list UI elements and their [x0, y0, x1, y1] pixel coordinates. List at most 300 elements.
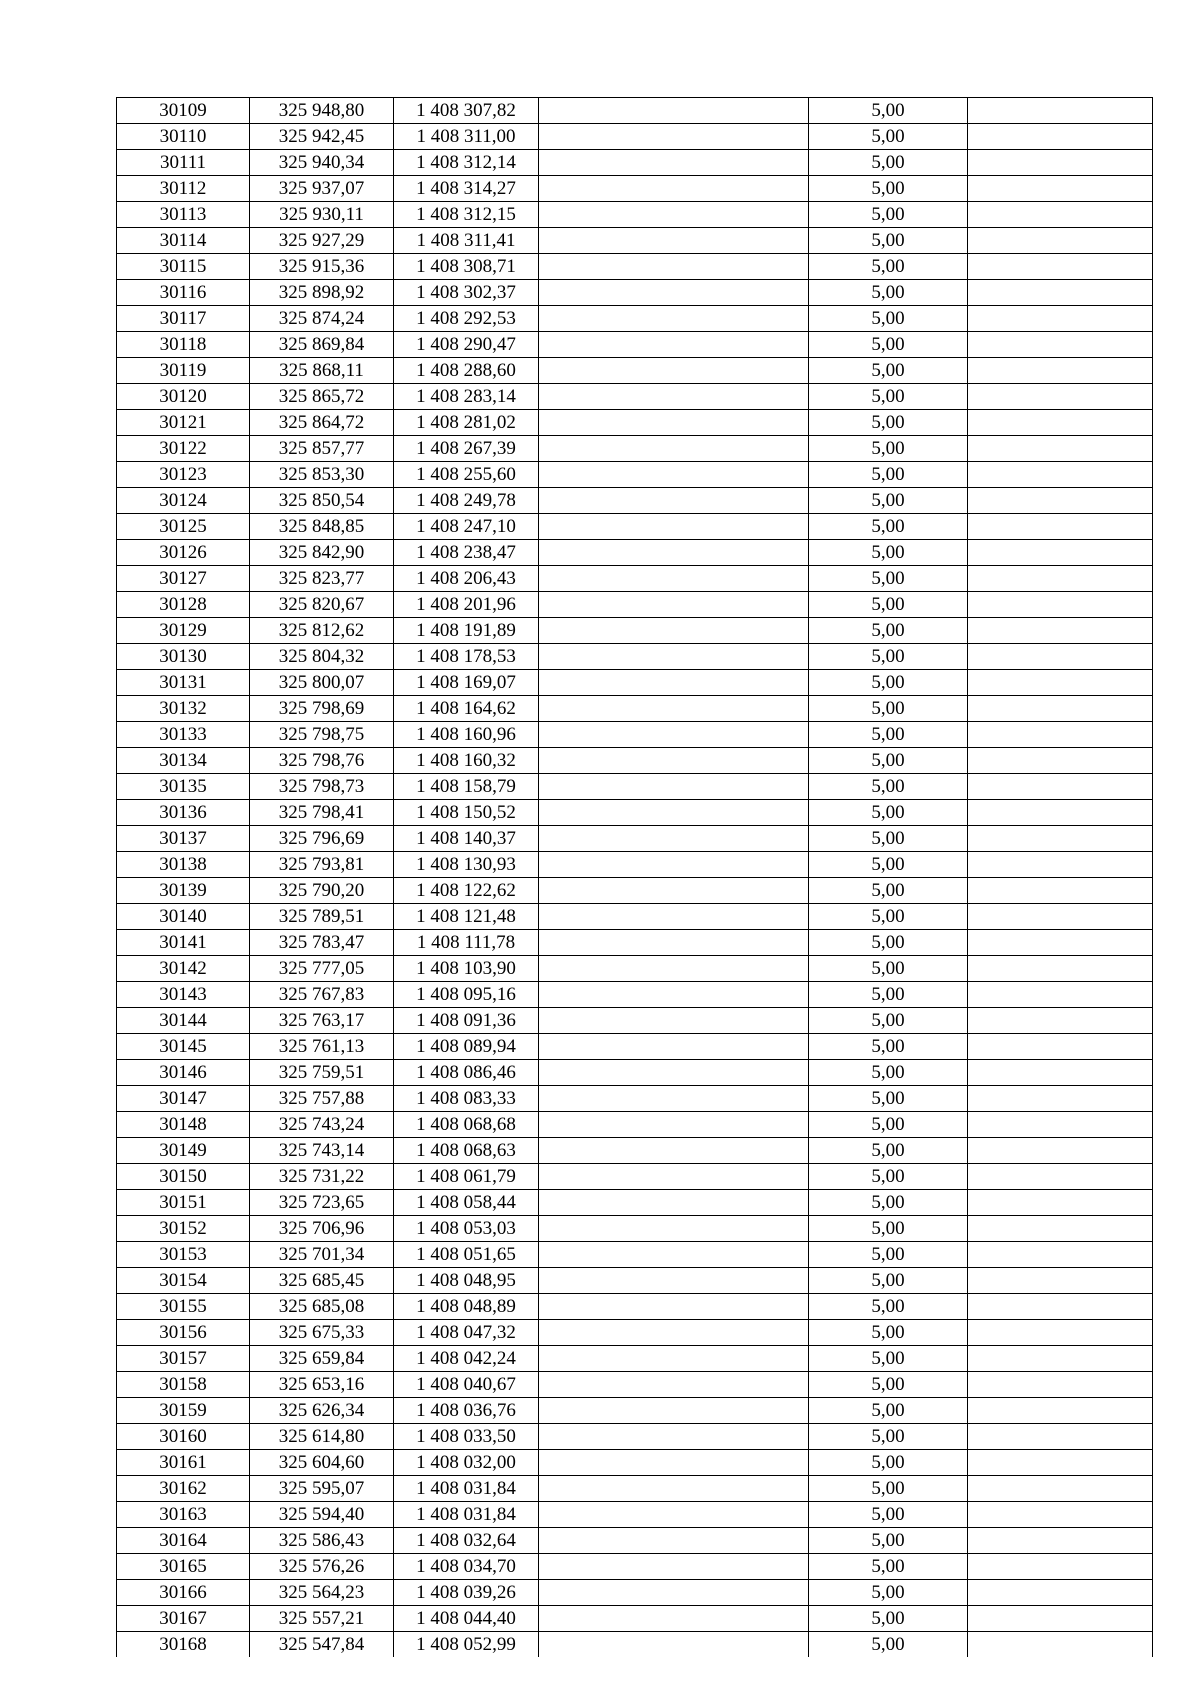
- description-cell: [539, 878, 809, 904]
- y-coordinate-cell: 1 408 311,41: [394, 228, 539, 254]
- point-number-cell: 30128: [117, 592, 250, 618]
- table-row: [117, 98, 1153, 124]
- x-coordinate-cell: 325 823,77: [250, 566, 394, 592]
- table-row: [117, 1476, 1153, 1502]
- description-cell: [539, 306, 809, 332]
- point-number-cell: 30165: [117, 1554, 250, 1580]
- y-coordinate-cell: 1 408 130,93: [394, 852, 539, 878]
- description-cell: [539, 1424, 809, 1450]
- accuracy-cell: 5,00: [809, 1632, 968, 1658]
- table-row: [117, 202, 1153, 228]
- note-cell: [968, 826, 1153, 852]
- point-number-cell: 30137: [117, 826, 250, 852]
- description-cell: [539, 1502, 809, 1528]
- note-cell: [968, 670, 1153, 696]
- accuracy-cell: 5,00: [809, 540, 968, 566]
- accuracy-cell: 5,00: [809, 176, 968, 202]
- table-row: [117, 1632, 1153, 1658]
- note-cell: [968, 98, 1153, 124]
- point-number-cell: 30150: [117, 1164, 250, 1190]
- table-row: [117, 1138, 1153, 1164]
- y-coordinate-cell: 1 408 048,89: [394, 1294, 539, 1320]
- description-cell: [539, 696, 809, 722]
- y-coordinate-cell: 1 408 036,76: [394, 1398, 539, 1424]
- y-coordinate-cell: 1 408 048,95: [394, 1268, 539, 1294]
- description-cell: [539, 1398, 809, 1424]
- note-cell: [968, 1034, 1153, 1060]
- table-row: [117, 566, 1153, 592]
- note-cell: [968, 1398, 1153, 1424]
- description-cell: [539, 1086, 809, 1112]
- description-cell: [539, 1346, 809, 1372]
- y-coordinate-cell: 1 408 122,62: [394, 878, 539, 904]
- table-row: [117, 1112, 1153, 1138]
- x-coordinate-cell: 325 777,05: [250, 956, 394, 982]
- note-cell: [968, 930, 1153, 956]
- y-coordinate-cell: 1 408 302,37: [394, 280, 539, 306]
- point-number-cell: 30131: [117, 670, 250, 696]
- description-cell: [539, 540, 809, 566]
- note-cell: [968, 1008, 1153, 1034]
- description-cell: [539, 1164, 809, 1190]
- description-cell: [539, 982, 809, 1008]
- x-coordinate-cell: 325 798,76: [250, 748, 394, 774]
- note-cell: [968, 566, 1153, 592]
- accuracy-cell: 5,00: [809, 1424, 968, 1450]
- accuracy-cell: 5,00: [809, 618, 968, 644]
- description-cell: [539, 254, 809, 280]
- note-cell: [968, 1242, 1153, 1268]
- note-cell: [968, 202, 1153, 228]
- description-cell: [539, 1216, 809, 1242]
- y-coordinate-cell: 1 408 083,33: [394, 1086, 539, 1112]
- accuracy-cell: 5,00: [809, 566, 968, 592]
- x-coordinate-cell: 325 842,90: [250, 540, 394, 566]
- x-coordinate-cell: 325 915,36: [250, 254, 394, 280]
- x-coordinate-cell: 325 930,11: [250, 202, 394, 228]
- table-row: [117, 1086, 1153, 1112]
- description-cell: [539, 1294, 809, 1320]
- table-row: [117, 1606, 1153, 1632]
- x-coordinate-cell: 325 547,84: [250, 1632, 394, 1658]
- point-number-cell: 30152: [117, 1216, 250, 1242]
- y-coordinate-cell: 1 408 068,68: [394, 1112, 539, 1138]
- accuracy-cell: 5,00: [809, 722, 968, 748]
- x-coordinate-cell: 325 948,80: [250, 98, 394, 124]
- description-cell: [539, 1320, 809, 1346]
- description-cell: [539, 826, 809, 852]
- x-coordinate-cell: 325 701,34: [250, 1242, 394, 1268]
- y-coordinate-cell: 1 408 047,32: [394, 1320, 539, 1346]
- point-number-cell: 30129: [117, 618, 250, 644]
- note-cell: [968, 722, 1153, 748]
- table-row: [117, 644, 1153, 670]
- description-cell: [539, 1060, 809, 1086]
- point-number-cell: 30127: [117, 566, 250, 592]
- y-coordinate-cell: 1 408 039,26: [394, 1580, 539, 1606]
- table-row: [117, 618, 1153, 644]
- point-number-cell: 30158: [117, 1372, 250, 1398]
- point-number-cell: 30118: [117, 332, 250, 358]
- accuracy-cell: 5,00: [809, 982, 968, 1008]
- table-row: [117, 280, 1153, 306]
- note-cell: [968, 800, 1153, 826]
- coordinates-table-body: [117, 98, 1153, 1658]
- x-coordinate-cell: 325 898,92: [250, 280, 394, 306]
- table-row: [117, 696, 1153, 722]
- description-cell: [539, 1528, 809, 1554]
- x-coordinate-cell: 325 796,69: [250, 826, 394, 852]
- table-row: [117, 748, 1153, 774]
- point-number-cell: 30120: [117, 384, 250, 410]
- y-coordinate-cell: 1 408 238,47: [394, 540, 539, 566]
- description-cell: [539, 176, 809, 202]
- point-number-cell: 30154: [117, 1268, 250, 1294]
- table-row: [117, 410, 1153, 436]
- x-coordinate-cell: 325 783,47: [250, 930, 394, 956]
- accuracy-cell: 5,00: [809, 1190, 968, 1216]
- x-coordinate-cell: 325 798,75: [250, 722, 394, 748]
- y-coordinate-cell: 1 408 121,48: [394, 904, 539, 930]
- table-row: [117, 306, 1153, 332]
- accuracy-cell: 5,00: [809, 306, 968, 332]
- accuracy-cell: 5,00: [809, 1528, 968, 1554]
- description-cell: [539, 670, 809, 696]
- accuracy-cell: 5,00: [809, 1554, 968, 1580]
- point-number-cell: 30151: [117, 1190, 250, 1216]
- point-number-cell: 30114: [117, 228, 250, 254]
- x-coordinate-cell: 325 576,26: [250, 1554, 394, 1580]
- note-cell: [968, 514, 1153, 540]
- description-cell: [539, 1242, 809, 1268]
- description-cell: [539, 280, 809, 306]
- description-cell: [539, 124, 809, 150]
- y-coordinate-cell: 1 408 032,64: [394, 1528, 539, 1554]
- point-number-cell: 30153: [117, 1242, 250, 1268]
- x-coordinate-cell: 325 820,67: [250, 592, 394, 618]
- x-coordinate-cell: 325 767,83: [250, 982, 394, 1008]
- description-cell: [539, 592, 809, 618]
- description-cell: [539, 1450, 809, 1476]
- description-cell: [539, 1632, 809, 1658]
- note-cell: [968, 1164, 1153, 1190]
- note-cell: [968, 436, 1153, 462]
- y-coordinate-cell: 1 408 249,78: [394, 488, 539, 514]
- description-cell: [539, 1476, 809, 1502]
- point-number-cell: 30159: [117, 1398, 250, 1424]
- point-number-cell: 30132: [117, 696, 250, 722]
- description-cell: [539, 150, 809, 176]
- note-cell: [968, 1632, 1153, 1658]
- note-cell: [968, 332, 1153, 358]
- table-row: [117, 358, 1153, 384]
- x-coordinate-cell: 325 798,73: [250, 774, 394, 800]
- x-coordinate-cell: 325 675,33: [250, 1320, 394, 1346]
- accuracy-cell: 5,00: [809, 150, 968, 176]
- note-cell: [968, 540, 1153, 566]
- description-cell: [539, 1138, 809, 1164]
- point-number-cell: 30116: [117, 280, 250, 306]
- y-coordinate-cell: 1 408 052,99: [394, 1632, 539, 1658]
- y-coordinate-cell: 1 408 033,50: [394, 1424, 539, 1450]
- y-coordinate-cell: 1 408 158,79: [394, 774, 539, 800]
- note-cell: [968, 1528, 1153, 1554]
- y-coordinate-cell: 1 408 031,84: [394, 1502, 539, 1528]
- point-number-cell: 30138: [117, 852, 250, 878]
- y-coordinate-cell: 1 408 178,53: [394, 644, 539, 670]
- accuracy-cell: 5,00: [809, 852, 968, 878]
- note-cell: [968, 1502, 1153, 1528]
- description-cell: [539, 904, 809, 930]
- note-cell: [968, 852, 1153, 878]
- table-row: [117, 488, 1153, 514]
- note-cell: [968, 1320, 1153, 1346]
- description-cell: [539, 436, 809, 462]
- point-number-cell: 30124: [117, 488, 250, 514]
- description-cell: [539, 1554, 809, 1580]
- accuracy-cell: 5,00: [809, 514, 968, 540]
- description-cell: [539, 748, 809, 774]
- point-number-cell: 30162: [117, 1476, 250, 1502]
- accuracy-cell: 5,00: [809, 1450, 968, 1476]
- description-cell: [539, 332, 809, 358]
- x-coordinate-cell: 325 804,32: [250, 644, 394, 670]
- point-number-cell: 30156: [117, 1320, 250, 1346]
- description-cell: [539, 1268, 809, 1294]
- table-row: [117, 332, 1153, 358]
- accuracy-cell: 5,00: [809, 878, 968, 904]
- table-row: [117, 1034, 1153, 1060]
- accuracy-cell: 5,00: [809, 592, 968, 618]
- accuracy-cell: 5,00: [809, 1242, 968, 1268]
- note-cell: [968, 1060, 1153, 1086]
- point-number-cell: 30113: [117, 202, 250, 228]
- y-coordinate-cell: 1 408 089,94: [394, 1034, 539, 1060]
- description-cell: [539, 462, 809, 488]
- description-cell: [539, 1034, 809, 1060]
- point-number-cell: 30112: [117, 176, 250, 202]
- description-cell: [539, 774, 809, 800]
- point-number-cell: 30157: [117, 1346, 250, 1372]
- x-coordinate-cell: 325 685,45: [250, 1268, 394, 1294]
- note-cell: [968, 150, 1153, 176]
- description-cell: [539, 358, 809, 384]
- note-cell: [968, 1580, 1153, 1606]
- point-number-cell: 30125: [117, 514, 250, 540]
- description-cell: [539, 410, 809, 436]
- table-row: [117, 1190, 1153, 1216]
- note-cell: [968, 1372, 1153, 1398]
- point-number-cell: 30145: [117, 1034, 250, 1060]
- point-number-cell: 30135: [117, 774, 250, 800]
- table-row: [117, 1060, 1153, 1086]
- note-cell: [968, 1138, 1153, 1164]
- note-cell: [968, 1294, 1153, 1320]
- accuracy-cell: 5,00: [809, 1164, 968, 1190]
- accuracy-cell: 5,00: [809, 930, 968, 956]
- description-cell: [539, 1190, 809, 1216]
- y-coordinate-cell: 1 408 058,44: [394, 1190, 539, 1216]
- note-cell: [968, 1476, 1153, 1502]
- point-number-cell: 30134: [117, 748, 250, 774]
- note-cell: [968, 384, 1153, 410]
- accuracy-cell: 5,00: [809, 1060, 968, 1086]
- description-cell: [539, 1372, 809, 1398]
- accuracy-cell: 5,00: [809, 1580, 968, 1606]
- table-row: [117, 800, 1153, 826]
- x-coordinate-cell: 325 723,65: [250, 1190, 394, 1216]
- accuracy-cell: 5,00: [809, 462, 968, 488]
- table-row: [117, 1580, 1153, 1606]
- x-coordinate-cell: 325 659,84: [250, 1346, 394, 1372]
- x-coordinate-cell: 325 790,20: [250, 878, 394, 904]
- accuracy-cell: 5,00: [809, 956, 968, 982]
- table-row: [117, 1294, 1153, 1320]
- x-coordinate-cell: 325 759,51: [250, 1060, 394, 1086]
- x-coordinate-cell: 325 743,14: [250, 1138, 394, 1164]
- description-cell: [539, 1606, 809, 1632]
- x-coordinate-cell: 325 594,40: [250, 1502, 394, 1528]
- y-coordinate-cell: 1 408 290,47: [394, 332, 539, 358]
- table-row: [117, 254, 1153, 280]
- x-coordinate-cell: 325 942,45: [250, 124, 394, 150]
- table-row: [117, 1398, 1153, 1424]
- table-row: [117, 1554, 1153, 1580]
- y-coordinate-cell: 1 408 111,78: [394, 930, 539, 956]
- y-coordinate-cell: 1 408 267,39: [394, 436, 539, 462]
- y-coordinate-cell: 1 408 095,16: [394, 982, 539, 1008]
- point-number-cell: 30163: [117, 1502, 250, 1528]
- note-cell: [968, 1554, 1153, 1580]
- accuracy-cell: 5,00: [809, 696, 968, 722]
- point-number-cell: 30111: [117, 150, 250, 176]
- accuracy-cell: 5,00: [809, 826, 968, 852]
- table-row: [117, 1242, 1153, 1268]
- y-coordinate-cell: 1 408 103,90: [394, 956, 539, 982]
- accuracy-cell: 5,00: [809, 1476, 968, 1502]
- x-coordinate-cell: 325 653,16: [250, 1372, 394, 1398]
- y-coordinate-cell: 1 408 191,89: [394, 618, 539, 644]
- table-row: [117, 722, 1153, 748]
- note-cell: [968, 1112, 1153, 1138]
- note-cell: [968, 488, 1153, 514]
- point-number-cell: 30149: [117, 1138, 250, 1164]
- note-cell: [968, 1606, 1153, 1632]
- y-coordinate-cell: 1 408 314,27: [394, 176, 539, 202]
- x-coordinate-cell: 325 848,85: [250, 514, 394, 540]
- y-coordinate-cell: 1 408 281,02: [394, 410, 539, 436]
- y-coordinate-cell: 1 408 160,32: [394, 748, 539, 774]
- note-cell: [968, 1190, 1153, 1216]
- table-row: [117, 1320, 1153, 1346]
- y-coordinate-cell: 1 408 164,62: [394, 696, 539, 722]
- table-row: [117, 826, 1153, 852]
- y-coordinate-cell: 1 408 312,14: [394, 150, 539, 176]
- point-number-cell: 30110: [117, 124, 250, 150]
- accuracy-cell: 5,00: [809, 384, 968, 410]
- y-coordinate-cell: 1 408 051,65: [394, 1242, 539, 1268]
- note-cell: [968, 1346, 1153, 1372]
- y-coordinate-cell: 1 408 150,52: [394, 800, 539, 826]
- point-number-cell: 30146: [117, 1060, 250, 1086]
- note-cell: [968, 176, 1153, 202]
- point-number-cell: 30168: [117, 1632, 250, 1658]
- accuracy-cell: 5,00: [809, 254, 968, 280]
- accuracy-cell: 5,00: [809, 1372, 968, 1398]
- table-row: [117, 150, 1153, 176]
- point-number-cell: 30166: [117, 1580, 250, 1606]
- accuracy-cell: 5,00: [809, 1346, 968, 1372]
- table-row: [117, 956, 1153, 982]
- table-row: [117, 930, 1153, 956]
- table-row: [117, 670, 1153, 696]
- y-coordinate-cell: 1 408 091,36: [394, 1008, 539, 1034]
- point-number-cell: 30119: [117, 358, 250, 384]
- accuracy-cell: 5,00: [809, 436, 968, 462]
- note-cell: [968, 410, 1153, 436]
- x-coordinate-cell: 325 857,77: [250, 436, 394, 462]
- note-cell: [968, 1086, 1153, 1112]
- note-cell: [968, 774, 1153, 800]
- y-coordinate-cell: 1 408 311,00: [394, 124, 539, 150]
- point-number-cell: 30167: [117, 1606, 250, 1632]
- description-cell: [539, 514, 809, 540]
- x-coordinate-cell: 325 937,07: [250, 176, 394, 202]
- table-row: [117, 982, 1153, 1008]
- table-row: [117, 1450, 1153, 1476]
- description-cell: [539, 722, 809, 748]
- accuracy-cell: 5,00: [809, 1398, 968, 1424]
- x-coordinate-cell: 325 874,24: [250, 306, 394, 332]
- y-coordinate-cell: 1 408 034,70: [394, 1554, 539, 1580]
- accuracy-cell: 5,00: [809, 904, 968, 930]
- y-coordinate-cell: 1 408 201,96: [394, 592, 539, 618]
- accuracy-cell: 5,00: [809, 488, 968, 514]
- x-coordinate-cell: 325 685,08: [250, 1294, 394, 1320]
- x-coordinate-cell: 325 793,81: [250, 852, 394, 878]
- y-coordinate-cell: 1 408 032,00: [394, 1450, 539, 1476]
- x-coordinate-cell: 325 757,88: [250, 1086, 394, 1112]
- point-number-cell: 30142: [117, 956, 250, 982]
- point-number-cell: 30144: [117, 1008, 250, 1034]
- y-coordinate-cell: 1 408 061,79: [394, 1164, 539, 1190]
- table-row: [117, 514, 1153, 540]
- x-coordinate-cell: 325 614,80: [250, 1424, 394, 1450]
- x-coordinate-cell: 325 604,60: [250, 1450, 394, 1476]
- y-coordinate-cell: 1 408 307,82: [394, 98, 539, 124]
- point-number-cell: 30126: [117, 540, 250, 566]
- x-coordinate-cell: 325 868,11: [250, 358, 394, 384]
- description-cell: [539, 98, 809, 124]
- x-coordinate-cell: 325 586,43: [250, 1528, 394, 1554]
- accuracy-cell: 5,00: [809, 280, 968, 306]
- accuracy-cell: 5,00: [809, 1086, 968, 1112]
- note-cell: [968, 1424, 1153, 1450]
- y-coordinate-cell: 1 408 140,37: [394, 826, 539, 852]
- table-row: [117, 1424, 1153, 1450]
- description-cell: [539, 956, 809, 982]
- accuracy-cell: 5,00: [809, 332, 968, 358]
- description-cell: [539, 618, 809, 644]
- note-cell: [968, 254, 1153, 280]
- accuracy-cell: 5,00: [809, 670, 968, 696]
- table-row: [117, 1268, 1153, 1294]
- table-row: [117, 384, 1153, 410]
- description-cell: [539, 384, 809, 410]
- accuracy-cell: 5,00: [809, 1320, 968, 1346]
- y-coordinate-cell: 1 408 312,15: [394, 202, 539, 228]
- accuracy-cell: 5,00: [809, 124, 968, 150]
